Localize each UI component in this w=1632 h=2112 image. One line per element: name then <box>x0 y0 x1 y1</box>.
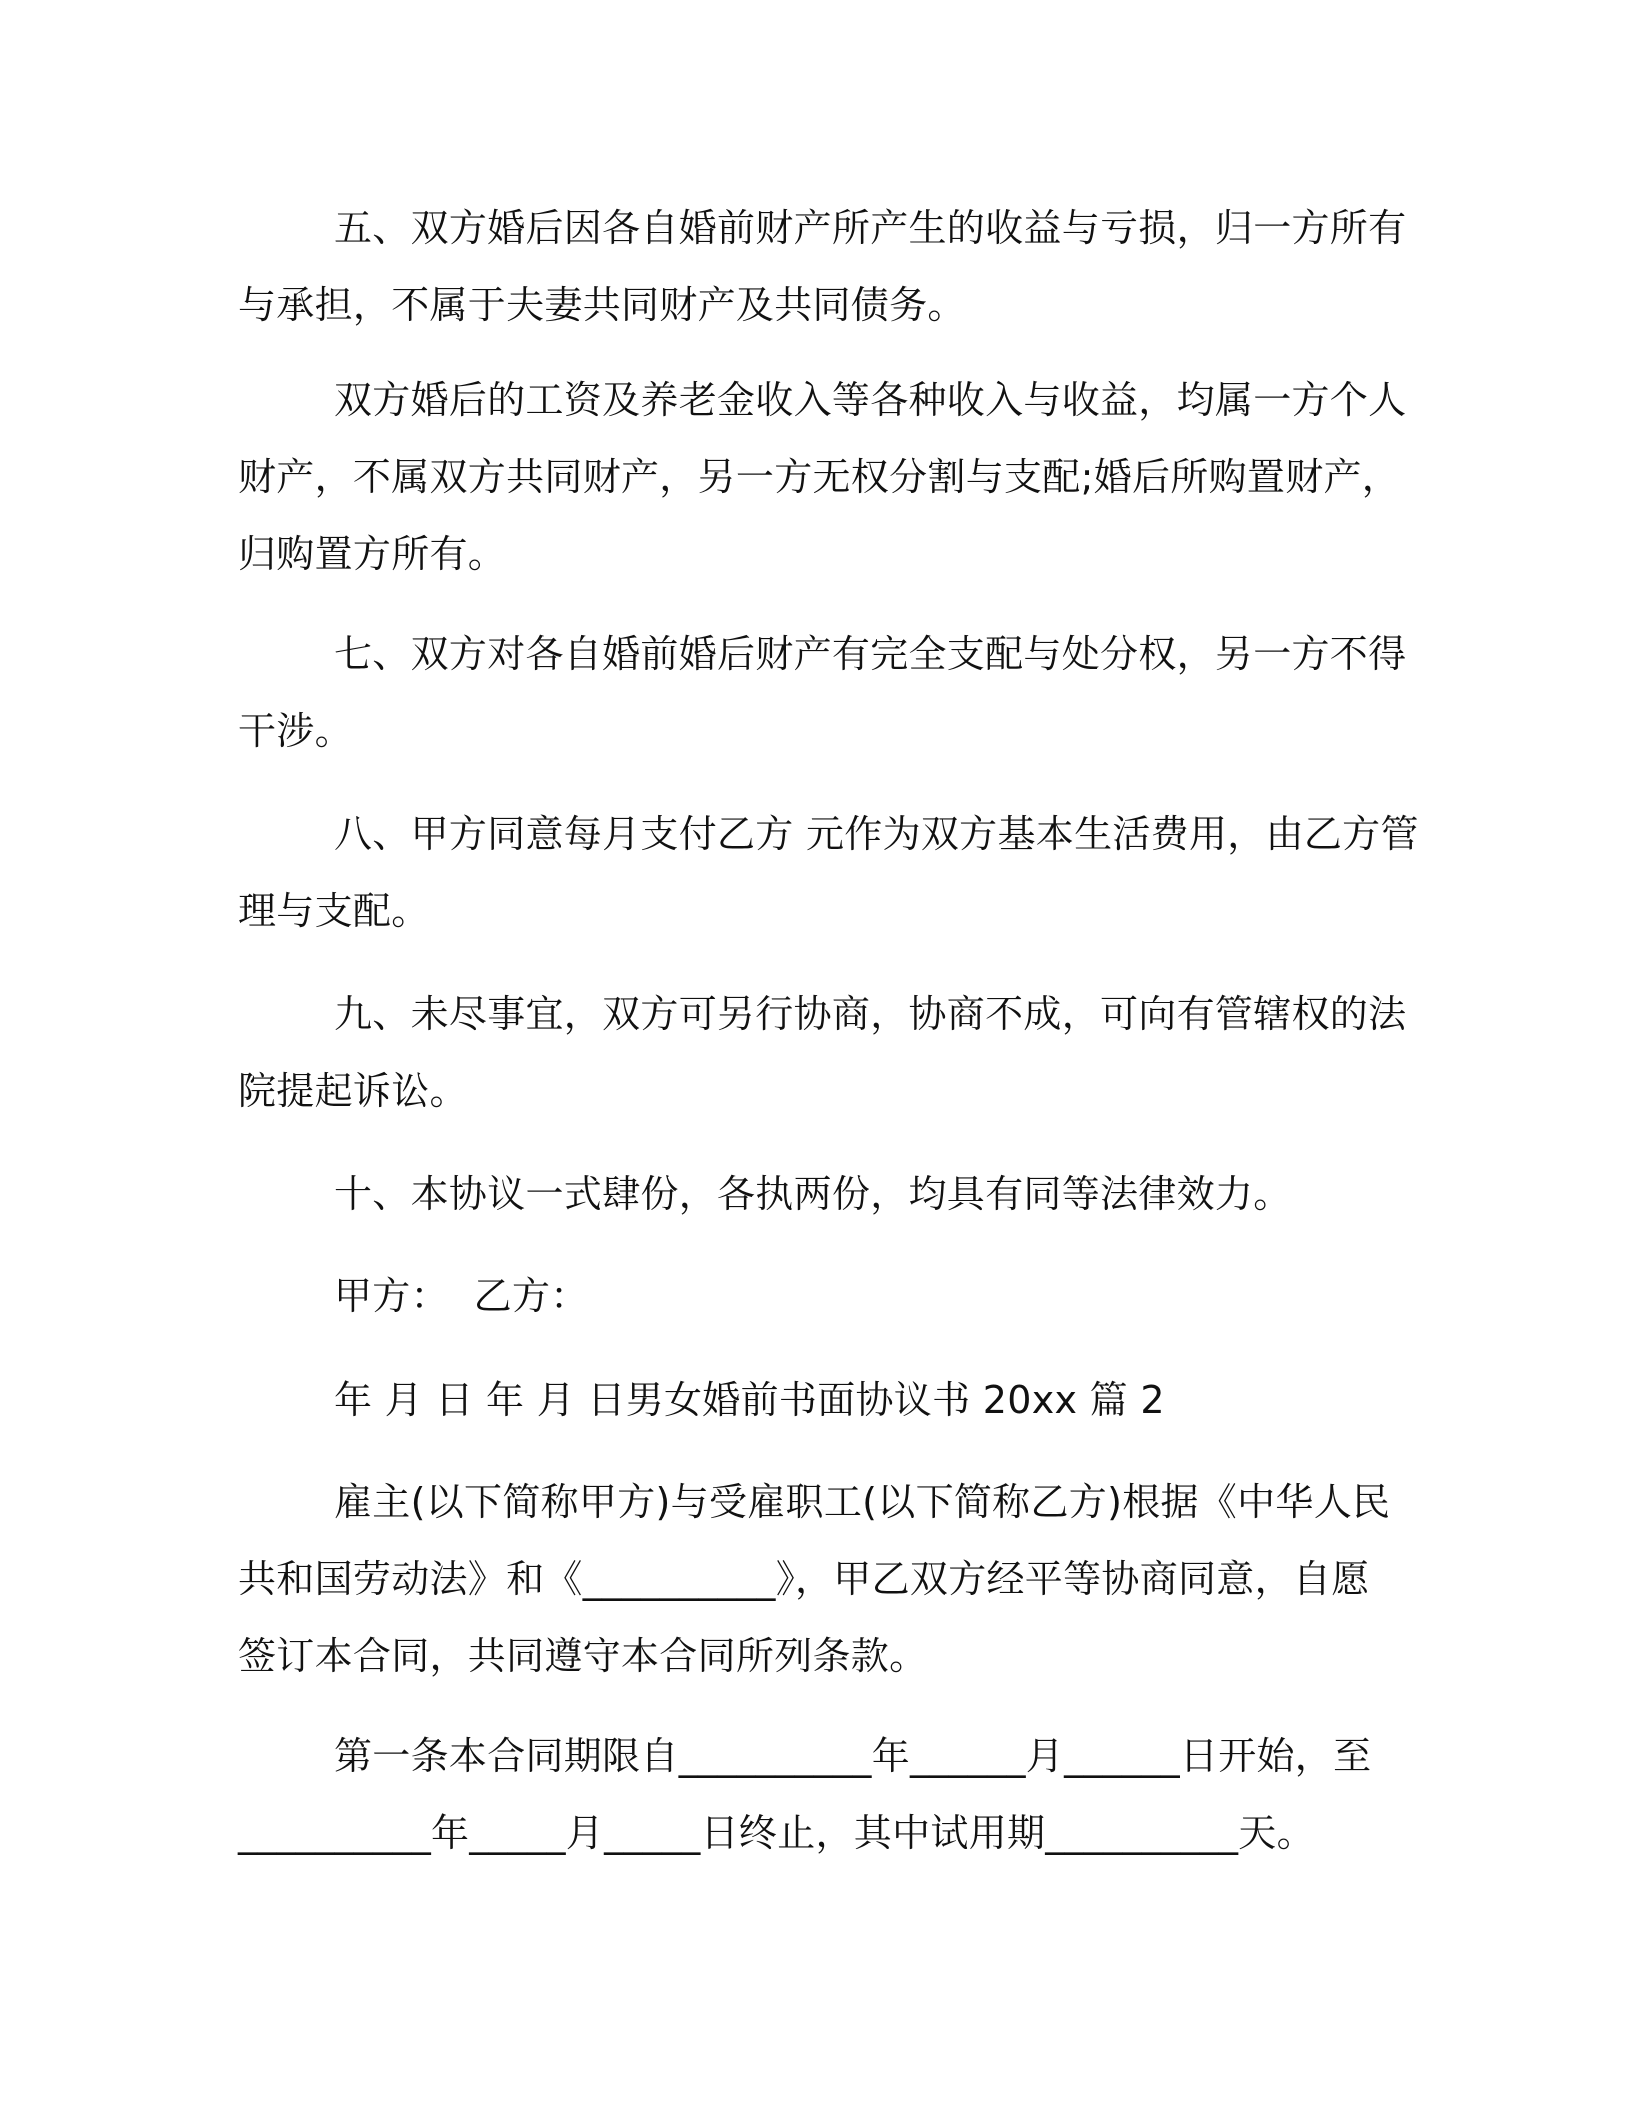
text-line: 财产，不属双方共同财产，另一方无权分割与支配;婚后所购置财产， <box>238 455 1401 499</box>
paragraph-article-1 <box>238 1718 1388 1872</box>
text-line: 九、未尽事宜，双方可另行协商，协商不成，可向有管辖权的法 <box>334 992 1407 1036</box>
paragraph-signatures <box>238 1258 1388 1335</box>
paragraph-clause-5 <box>238 190 1407 344</box>
text-line: 十、本协议一式肆份，各执两份，均具有同等法律效力。 <box>334 1172 1292 1216</box>
text-line: 共和国劳动法》和《__________》，甲乙双方经平等协商同意，自愿 <box>238 1557 1370 1601</box>
text-line: 七、双方对各自婚前婚后财产有完全支配与处分权，另一方不得 <box>334 632 1407 676</box>
paragraph-clause-6-income <box>238 362 1407 593</box>
text-line: 归购置方所有。 <box>238 532 507 576</box>
paragraph-date-and-title <box>238 1362 1388 1439</box>
text-line: 与承担，不属于夫妻共同财产及共同债务。 <box>238 283 966 327</box>
text-line: 雇主(以下简称甲方)与受雇职工(以下简称乙方)根据《中华人民 <box>334 1480 1391 1524</box>
paragraph-clause-10 <box>238 1156 1388 1233</box>
text-line: 第一条本合同期限自__________年______月______日开始，至 <box>334 1734 1372 1778</box>
text-line: __________年_____月_____日终止，其中试用期__________天。 <box>238 1811 1315 1855</box>
text-line: 理与支配。 <box>238 889 430 933</box>
text-line: 干涉。 <box>238 709 353 753</box>
paragraph-contract-intro <box>238 1464 1391 1695</box>
text-line: 签订本合同，共同遵守本合同所列条款。 <box>238 1634 928 1678</box>
paragraph-clause-9 <box>238 976 1407 1130</box>
text-line: 双方婚后的工资及养老金收入等各种收入与收益，均属一方个人 <box>334 378 1407 422</box>
text-line: 院提起诉讼。 <box>238 1069 468 1113</box>
text-line: 五、双方婚后因各自婚前财产所产生的收益与亏损，归一方所有 <box>334 206 1407 250</box>
text-line: 年 月 日 年 月 日男女婚前书面协议书 20xx 篇 2 <box>334 1378 1165 1422</box>
paragraph-clause-8 <box>238 796 1419 950</box>
text-line: 八、甲方同意每月支付乙方 元作为双方基本生活费用，由乙方管 <box>334 812 1419 856</box>
text-line: 甲方： 乙方： <box>334 1274 589 1318</box>
paragraph-clause-7 <box>238 616 1407 770</box>
